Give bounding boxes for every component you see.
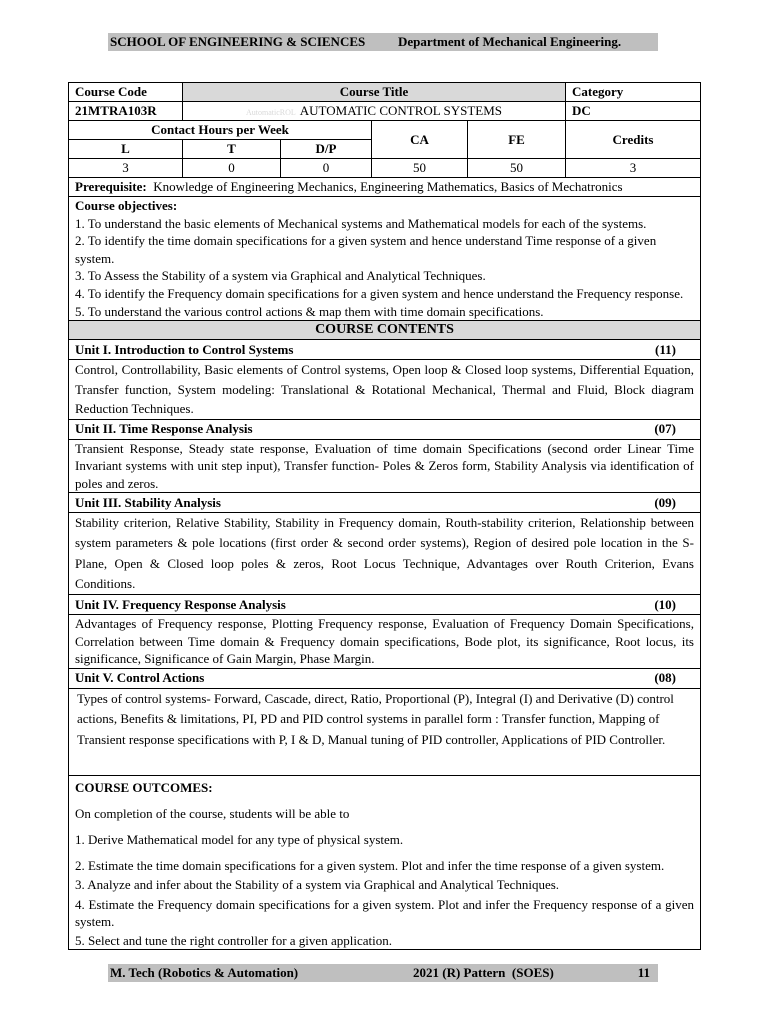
prerequisite-label: Prerequisite: [75, 179, 147, 194]
unit-4-content: Advantages of Frequency response, Plotting Frequency response, Evaluation of Frequency Domain Specifications, Correlation between Time domain & Frequency domain specifications, Bode plot, its significance, Root locus, its significance, Significance of Gain Margin, Phase Margin. [69, 615, 701, 669]
outcome-item: 1. Derive Mathematical model for any type of physical system. [75, 831, 404, 847]
unit-title: Unit II. Time Response Analysis [75, 421, 253, 437]
course-code-label: Course Code [69, 83, 183, 102]
unit-hours: (07) [654, 421, 676, 437]
course-info-table [68, 82, 701, 950]
unit-title: Unit III. Stability Analysis [75, 494, 221, 510]
unit-hours: (10) [654, 596, 676, 612]
col-t: T [183, 140, 281, 159]
course-contents-heading: COURSE CONTENTS [69, 321, 701, 340]
category-value: DC [566, 102, 701, 121]
value-t: 0 [183, 159, 281, 178]
unit-1-content: Control, Controllability, Basic elements of Control systems, Open loop & Closed loop systems, Differential Equation, Transfer function, System modeling: Translational & Rotational Mechanical, Thermal and Fluid, Block diagram Reduction Techniques. [69, 360, 701, 420]
pattern-text: 2021 (R) Pattern (SOES) [413, 965, 554, 980]
prerequisite-text: Knowledge of Engineering Mechanics, Engineering Mathematics, Basics of Mechatronics [153, 179, 623, 194]
unit-2-content: Transient Response, Steady state response, Evaluation of time domain Specifications (second order Linear Time Invariant systems with unit step input), Transfer function- Poles & Zeros form, Stability Analysis via identification of poles and zeros. [69, 439, 701, 493]
objective-item: 1. To understand the basic elements of Mechanical systems and Mathematical models for each of the systems. [75, 215, 647, 231]
value-ca: 50 [372, 159, 468, 178]
watermark-text: AutomaticROL [245, 108, 296, 117]
course-code: 21MTRA103R [69, 102, 183, 121]
unit-1-heading [69, 340, 701, 360]
objective-item: 2. To identify the time domain specifications for a given system and hence understand Time response of a given system. [75, 233, 657, 266]
unit-3-content: Stability criterion, Relative Stability, Stability in Frequency domain, Routh-stability criterion, Relationship between system parameters & pole locations (first order & second order systems), Region of desired pole location in the S-Plane, Open & Closed loop poles & zeros, Root Locus Technique, Advantages over Routh Criterion, Evans Conditions. [69, 513, 701, 595]
outcome-item: 2. Estimate the time domain specifications for a given system. Plot and infer the time response of a given system. [75, 857, 665, 873]
unit-hours: (08) [654, 670, 676, 686]
footer-band [108, 964, 658, 982]
department-name: Department of Mechanical Engineering. [398, 34, 622, 49]
contact-hours-label: Contact Hours per Week [69, 121, 372, 140]
unit-4-heading [69, 595, 701, 615]
objective-item: 3. To Assess the Stability of a system via Graphical and Analytical Techniques. [75, 268, 486, 284]
outcome-item: 5. Select and tune the right controller for a given application. [75, 932, 392, 948]
unit-2-heading [69, 419, 701, 439]
value-dp: 0 [281, 159, 372, 178]
col-l: L [69, 140, 183, 159]
unit-title: Unit I. Introduction to Control Systems [75, 341, 294, 357]
category-label: Category [566, 83, 701, 102]
objective-item: 5. To understand the various control actions & map them with time domain specifications. [75, 303, 544, 319]
col-dp: D/P [281, 140, 372, 159]
unit-title: Unit V. Control Actions [75, 670, 205, 686]
program-name: M. Tech (Robotics & Automation) [110, 965, 299, 980]
value-credits: 3 [566, 159, 701, 178]
col-fe: FE [468, 121, 566, 159]
outcomes-intro: On completion of the course, students will be able to [75, 805, 350, 821]
course-title-cell [183, 102, 566, 121]
objectives-label: Course objectives: [75, 198, 178, 213]
course-outcomes-cell [69, 775, 701, 949]
unit-5-heading [69, 668, 701, 688]
unit-3-heading [69, 493, 701, 513]
outcome-item: 3. Analyze and infer about the Stability of a system via Graphical and Analytical Techniques. [75, 876, 560, 892]
course-document [68, 82, 700, 950]
school-name: SCHOOL OF ENGINEERING & SCIENCES [110, 34, 366, 49]
col-credits: Credits [566, 121, 701, 159]
course-title: AUTOMATIC CONTROL SYSTEMS [299, 103, 503, 118]
unit-5-content: Types of control systems- Forward, Cascade, direct, Ratio, Proportional (P), Integral (I) and Derivative (D) control actions, Benefits & limitations, PI, PD and PID control systems in parallel form : Transfer function, Mapping of Transient response specifications with P, I & D, Manual tuning of PID controller, Applications of PID Controller. [69, 688, 701, 775]
outcome-item: 4. Estimate the Frequency domain specifications for a given system. Plot and infer the Frequency response of a given system. [75, 896, 694, 929]
prerequisite-row [69, 178, 701, 197]
unit-hours: (09) [654, 494, 676, 510]
value-l: 3 [69, 159, 183, 178]
unit-title: Unit IV. Frequency Response Analysis [75, 596, 286, 612]
header-band [108, 33, 658, 51]
course-title-label: Course Title [183, 83, 566, 102]
outcomes-heading: COURSE OUTCOMES: [75, 779, 213, 795]
objective-item: 4. To identify the Frequency domain specifications for a given system and hence understand the Frequency response. [75, 285, 684, 301]
col-ca: CA [372, 121, 468, 159]
page-number: 11 [637, 965, 650, 980]
objectives-cell [69, 197, 701, 321]
unit-hours: (11) [655, 341, 676, 357]
value-fe: 50 [468, 159, 566, 178]
